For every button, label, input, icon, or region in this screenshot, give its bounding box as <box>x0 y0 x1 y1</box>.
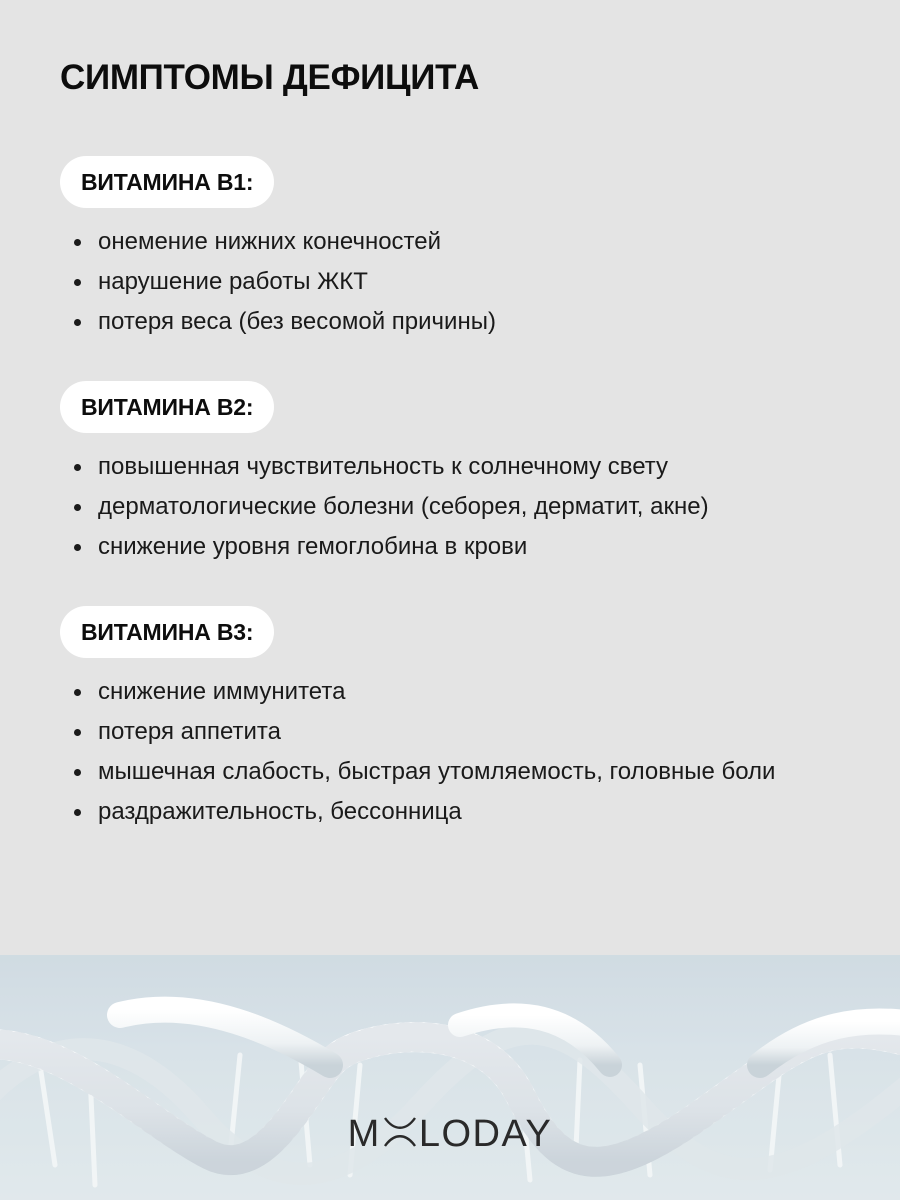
section-vitamin-b1 <box>60 156 496 342</box>
list-item-text: повышенная чувствительность к солнечному свету <box>98 453 669 480</box>
bullet-icon <box>74 464 81 471</box>
logo-text-start: M <box>347 1113 381 1155</box>
list-item-text: потеря аппетита <box>98 718 281 745</box>
bullet-icon <box>74 809 81 816</box>
logo-text-end: LODAY <box>418 1113 553 1155</box>
list-item <box>60 752 775 792</box>
bullet-icon <box>74 544 81 551</box>
bullet-icon <box>74 504 81 511</box>
section-label: ВИТАМИНА В3: <box>60 606 274 658</box>
list-item <box>60 262 496 302</box>
symptom-list <box>60 222 496 342</box>
section-vitamin-b3 <box>60 606 775 832</box>
dna-background-image <box>0 955 900 1200</box>
bullet-icon <box>74 689 81 696</box>
list-item <box>60 672 775 712</box>
list-item <box>60 447 709 487</box>
list-item-text: снижение иммунитета <box>98 678 346 705</box>
symptom-list <box>60 447 709 567</box>
dna-helix-icon <box>0 955 900 1200</box>
list-item-text: снижение уровня гемоглобина в крови <box>98 533 528 560</box>
list-item-text: нарушение работы ЖКТ <box>98 268 368 295</box>
list-item <box>60 527 709 567</box>
bullet-icon <box>74 769 81 776</box>
page-title: СИМПТОМЫ ДЕФИЦИТА <box>60 58 480 97</box>
list-item <box>60 792 775 832</box>
section-label: ВИТАМИНА В1: <box>60 156 274 208</box>
bullet-icon <box>74 729 81 736</box>
symptom-list <box>60 672 775 832</box>
bullet-icon <box>74 279 81 286</box>
list-item-text: дерматологические болезни (себорея, дерматит, акне) <box>98 493 709 520</box>
list-item-text: онемение нижних конечностей <box>98 228 442 255</box>
list-item-text: раздражительность, бессонница <box>98 798 462 825</box>
list-item <box>60 302 496 342</box>
list-item <box>60 222 496 262</box>
brand-logo <box>0 1112 900 1156</box>
bullet-icon <box>74 319 81 326</box>
list-item-text: потеря веса (без весомой причины) <box>98 308 496 335</box>
list-item-text: мышечная слабость, быстрая утомляемость, головные боли <box>98 758 776 785</box>
section-vitamin-b2 <box>60 381 709 567</box>
list-item <box>60 487 709 527</box>
section-label: ВИТАМИНА В2: <box>60 381 274 433</box>
bullet-icon <box>74 239 81 246</box>
list-item <box>60 712 775 752</box>
logo-o-glyph-icon <box>382 1115 418 1149</box>
